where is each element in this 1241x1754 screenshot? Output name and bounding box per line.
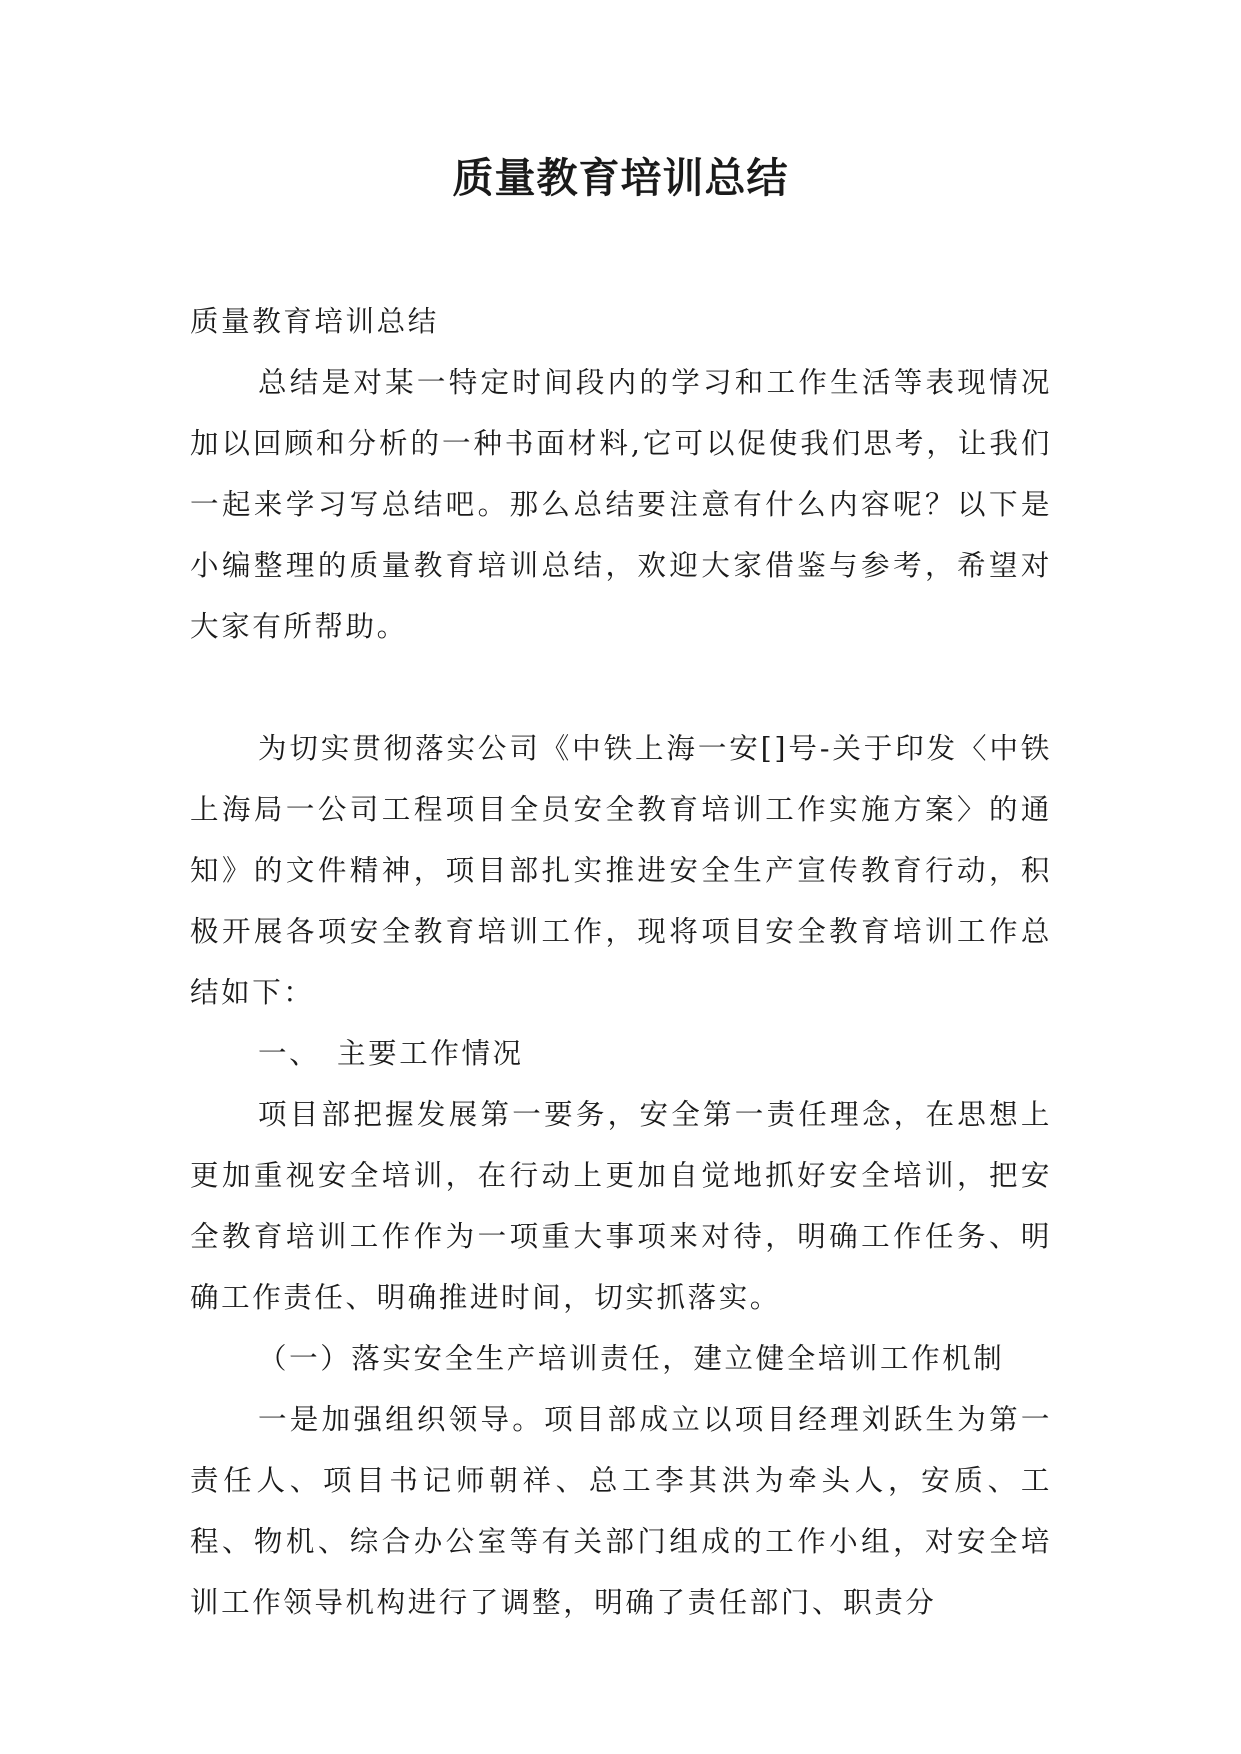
intro-paragraph: 总结是对某一特定时间段内的学习和工作生活等表现情况加以回顾和分析的一种书面材料,它可以促使我们思考，让我们一起来学习写总结吧。那么总结要注意有什么内容呢？以下是小编整理的质量教育培训总结，欢迎大家借鉴与参考，希望对大家有所帮助。 [190,366,1052,643]
section-heading: 一、 主要工作情况 [258,1037,524,1070]
document-subtitle: 质量教育培训总结 [190,305,439,338]
body-paragraph: 一是加强组织领导。项目部成立以项目经理刘跃生为第一责任人、项目书记师朝祥、总工李其洪为牵头人，安质、工程、物机、综合办公室等有关部门组成的工作小组，对安全培训工作领导机构进行了调整，明确了责任部门、职责分 [190,1403,1052,1619]
document-body [190,291,1052,1633]
body-paragraph: 项目部把握发展第一要务，安全第一责任理念，在思想上更加重视安全培训，在行动上更加自觉地抓好安全培训，把安全教育培训工作作为一项重大事项来对待，明确工作任务、明确工作责任、明确推进时间，切实抓落实。 [190,1098,1052,1314]
document-title: 质量教育培训总结 [452,154,789,202]
subsection-heading: （一）落实安全生产培训责任，建立健全培训工作机制 [258,1342,1005,1375]
body-paragraph: 为切实贯彻落实公司《中铁上海一安[]号-关于印发〈中铁上海局一公司工程项目全员安全教育培训工作实施方案〉的通知》的文件精神，项目部扎实推进安全生产宣传教育行动，积极开展各项安全教育培训工作，现将项目安全教育培训工作总结如下： [190,732,1052,1009]
